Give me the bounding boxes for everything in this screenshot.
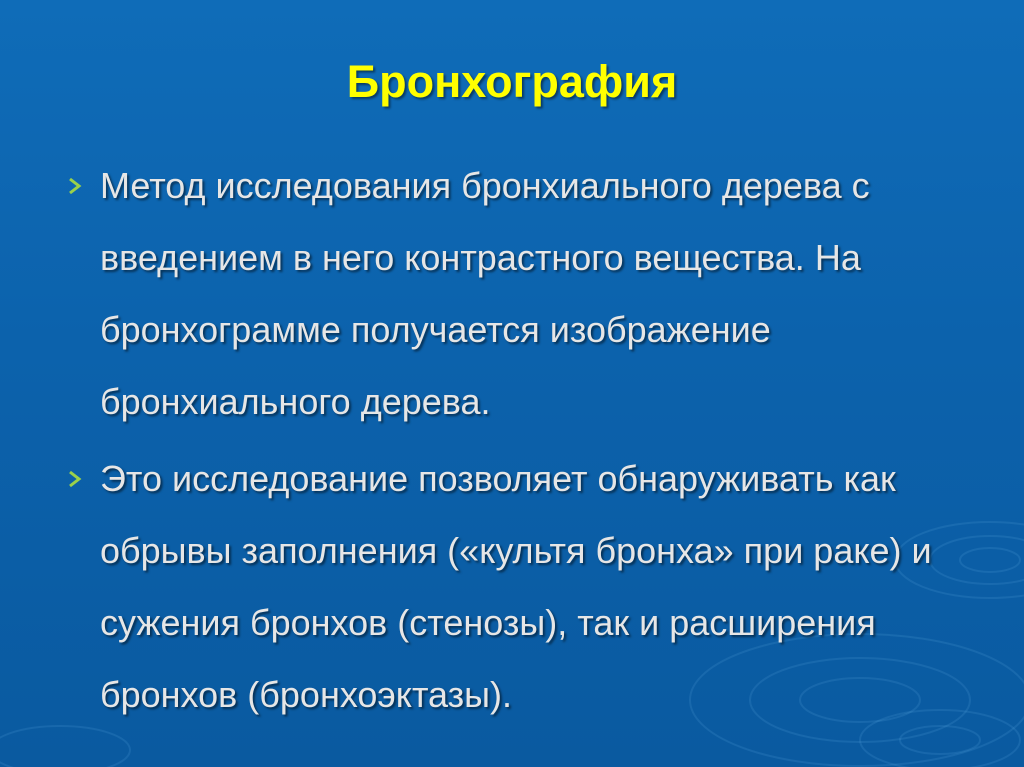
bullet-text: Это исследование позволяет обнаруживать как обрывы заполнения («культя бронха» при раке) и сужения бронхов (стенозы), так и расширения бронхов (бронхоэктазы). [100,458,932,715]
bullet-text: Метод исследования бронхиального дерева с введением в него контрастного вещества. На бронхограмме получается изображение бронхиального дерева. [100,165,870,422]
bullet-item [66,443,986,731]
chevron-right-icon [66,176,86,196]
bullet-list [66,150,986,731]
slide-title: Бронхография [346,56,678,107]
bullet-item [66,150,986,438]
chevron-right-icon [66,469,86,489]
